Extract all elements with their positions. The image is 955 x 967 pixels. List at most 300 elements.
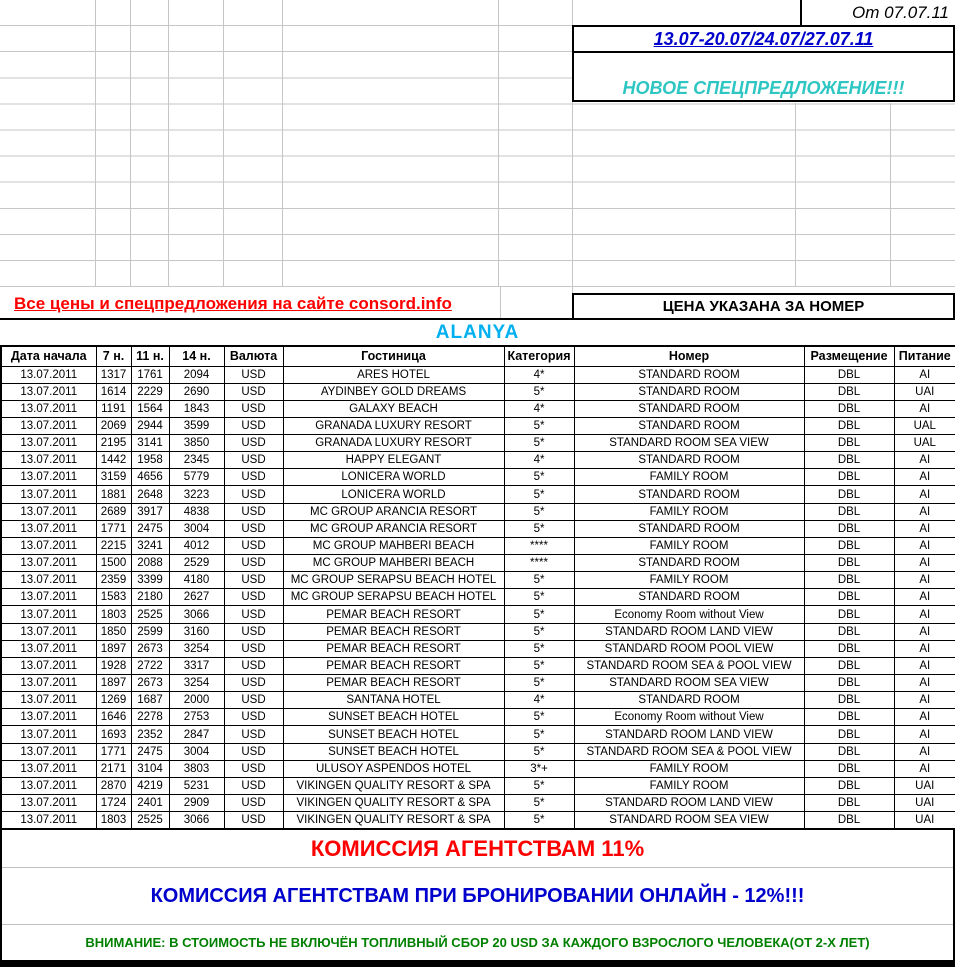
- column-header: 11 н.: [131, 346, 169, 366]
- table-cell: 4*: [504, 366, 574, 383]
- table-cell: 4*: [504, 692, 574, 709]
- table-cell: 5*: [504, 589, 574, 606]
- table-cell: USD: [224, 400, 283, 417]
- table-cell: 13.07.2011: [1, 572, 96, 589]
- table-row: [1, 743, 955, 760]
- table-cell: GALAXY BEACH: [283, 400, 504, 417]
- table-cell: 5*: [504, 606, 574, 623]
- table-cell: 13.07.2011: [1, 555, 96, 572]
- table-cell: DBL: [804, 452, 894, 469]
- table-cell: 5*: [504, 777, 574, 794]
- table-row: [1, 760, 955, 777]
- table-cell: AI: [894, 709, 955, 726]
- table-cell: 4838: [169, 503, 224, 520]
- table-cell: 5*: [504, 795, 574, 812]
- table-cell: 3399: [131, 572, 169, 589]
- table-cell: AYDINBEY GOLD DREAMS: [283, 383, 504, 400]
- table-cell: 2525: [131, 606, 169, 623]
- table-cell: 3159: [96, 469, 131, 486]
- table-cell: STANDARD ROOM LAND VIEW: [574, 726, 804, 743]
- table-cell: 2525: [131, 812, 169, 829]
- table-cell: STANDARD ROOM SEA VIEW: [574, 435, 804, 452]
- table-cell: USD: [224, 452, 283, 469]
- table-cell: 13.07.2011: [1, 812, 96, 829]
- table-cell: 3104: [131, 760, 169, 777]
- table-cell: 13.07.2011: [1, 760, 96, 777]
- price-note-box: [572, 293, 955, 320]
- table-cell: 2753: [169, 709, 224, 726]
- table-cell: USD: [224, 743, 283, 760]
- table-cell: MC GROUP ARANCIA RESORT: [283, 520, 504, 537]
- table-cell: USD: [224, 537, 283, 554]
- table-row: [1, 486, 955, 503]
- table-cell: 2215: [96, 537, 131, 554]
- table-cell: 3241: [131, 537, 169, 554]
- table-cell: AI: [894, 555, 955, 572]
- footer-section: [0, 830, 955, 967]
- table-cell: STANDARD ROOM: [574, 452, 804, 469]
- table-row: [1, 795, 955, 812]
- table-cell: AI: [894, 520, 955, 537]
- table-cell: 1317: [96, 366, 131, 383]
- table-cell: 2195: [96, 435, 131, 452]
- table-cell: 2722: [131, 657, 169, 674]
- table-cell: STANDARD ROOM LAND VIEW: [574, 623, 804, 640]
- table-cell: AI: [894, 743, 955, 760]
- table-cell: FAMILY ROOM: [574, 469, 804, 486]
- table-cell: USD: [224, 692, 283, 709]
- table-cell: FAMILY ROOM: [574, 760, 804, 777]
- table-cell: DBL: [804, 366, 894, 383]
- fuel-surcharge-warning: [2, 925, 953, 960]
- table-cell: USD: [224, 675, 283, 692]
- table-row: [1, 623, 955, 640]
- table-cell: STANDARD ROOM SEA & POOL VIEW: [574, 743, 804, 760]
- table-cell: PEMAR BEACH RESORT: [283, 623, 504, 640]
- table-cell: DBL: [804, 606, 894, 623]
- table-cell: 1191: [96, 400, 131, 417]
- table-cell: UAI: [894, 812, 955, 829]
- tour-dates-banner: [572, 25, 955, 53]
- table-row: [1, 435, 955, 452]
- table-cell: 13.07.2011: [1, 366, 96, 383]
- table-cell: USD: [224, 520, 283, 537]
- table-cell: 2475: [131, 743, 169, 760]
- table-cell: ARES HOTEL: [283, 366, 504, 383]
- table-cell: 2180: [131, 589, 169, 606]
- table-cell: 3599: [169, 417, 224, 434]
- table-head: [1, 346, 955, 366]
- table-cell: VIKINGEN QUALITY RESORT & SPA: [283, 777, 504, 794]
- table-cell: 1803: [96, 606, 131, 623]
- table-cell: 13.07.2011: [1, 777, 96, 794]
- table-row: [1, 537, 955, 554]
- table-cell: 5*: [504, 675, 574, 692]
- table-cell: FAMILY ROOM: [574, 503, 804, 520]
- table-cell: 2171: [96, 760, 131, 777]
- table-cell: STANDARD ROOM LAND VIEW: [574, 795, 804, 812]
- table-cell: 2345: [169, 452, 224, 469]
- column-header: Питание: [894, 346, 955, 366]
- table-cell: GRANADA LUXURY RESORT: [283, 417, 504, 434]
- table-cell: AI: [894, 452, 955, 469]
- table-cell: 5*: [504, 520, 574, 537]
- table-cell: 3317: [169, 657, 224, 674]
- table-cell: DBL: [804, 555, 894, 572]
- table-cell: 13.07.2011: [1, 400, 96, 417]
- table-cell: 13.07.2011: [1, 503, 96, 520]
- table-cell: USD: [224, 383, 283, 400]
- table-cell: SUNSET BEACH HOTEL: [283, 726, 504, 743]
- table-cell: MC GROUP MAHBERI BEACH: [283, 555, 504, 572]
- table-cell: 3254: [169, 675, 224, 692]
- table-cell: PEMAR BEACH RESORT: [283, 657, 504, 674]
- table-cell: 3066: [169, 606, 224, 623]
- table-cell: UAI: [894, 383, 955, 400]
- table-cell: AI: [894, 572, 955, 589]
- table-cell: DBL: [804, 640, 894, 657]
- table-cell: MC GROUP ARANCIA RESORT: [283, 503, 504, 520]
- gridline: [498, 0, 499, 287]
- table-cell: DBL: [804, 400, 894, 417]
- table-row: [1, 383, 955, 400]
- gridline: [500, 287, 501, 320]
- table-cell: 5*: [504, 469, 574, 486]
- table-cell: 2847: [169, 726, 224, 743]
- table-row: [1, 812, 955, 829]
- table-cell: USD: [224, 589, 283, 606]
- table-row: [1, 709, 955, 726]
- table-cell: 1614: [96, 383, 131, 400]
- table-cell: AI: [894, 400, 955, 417]
- table-cell: 2229: [131, 383, 169, 400]
- table-cell: DBL: [804, 692, 894, 709]
- issue-date-cell: [800, 0, 955, 27]
- table-cell: 1500: [96, 555, 131, 572]
- table-cell: 13.07.2011: [1, 606, 96, 623]
- table-cell: STANDARD ROOM: [574, 589, 804, 606]
- table-cell: 3*+: [504, 760, 574, 777]
- table-cell: 13.07.2011: [1, 435, 96, 452]
- table-cell: VIKINGEN QUALITY RESORT & SPA: [283, 795, 504, 812]
- table-row: [1, 366, 955, 383]
- table-cell: 13.07.2011: [1, 486, 96, 503]
- table-cell: 1761: [131, 366, 169, 383]
- table-cell: AI: [894, 760, 955, 777]
- table-cell: DBL: [804, 486, 894, 503]
- issue-date-text: От 07.07.11: [851, 2, 949, 22]
- table-cell: USD: [224, 366, 283, 383]
- column-header: 14 н.: [169, 346, 224, 366]
- table-row: [1, 640, 955, 657]
- region-title: [0, 318, 955, 345]
- table-cell: LONICERA WORLD: [283, 469, 504, 486]
- table-cell: USD: [224, 795, 283, 812]
- table-cell: USD: [224, 726, 283, 743]
- table-cell: 2475: [131, 520, 169, 537]
- gridline: [130, 0, 131, 287]
- table-cell: MC GROUP SERAPSU BEACH HOTEL: [283, 589, 504, 606]
- column-header: Дата начала: [1, 346, 96, 366]
- table-cell: FAMILY ROOM: [574, 537, 804, 554]
- promo-text: НОВОЕ СПЕЦПРЕДЛОЖЕНИЕ!!!: [622, 78, 905, 98]
- table-cell: 2870: [96, 777, 131, 794]
- site-link[interactable]: Все цены и спецпредложения на сайте consord.info: [14, 293, 452, 313]
- table-cell: 2088: [131, 555, 169, 572]
- table-cell: 1693: [96, 726, 131, 743]
- table-cell: 3004: [169, 520, 224, 537]
- table-cell: DBL: [804, 812, 894, 829]
- column-header: Размещение: [804, 346, 894, 366]
- table-cell: 4012: [169, 537, 224, 554]
- table-cell: Economy Room without View: [574, 606, 804, 623]
- table-cell: MC GROUP SERAPSU BEACH HOTEL: [283, 572, 504, 589]
- table-cell: DBL: [804, 623, 894, 640]
- commission-note-text: КОМИССИЯ АГЕНТСТВАМ 11%: [310, 835, 645, 861]
- table-cell: 13.07.2011: [1, 709, 96, 726]
- table-cell: PEMAR BEACH RESORT: [283, 606, 504, 623]
- table-cell: 2000: [169, 692, 224, 709]
- table-cell: 13.07.2011: [1, 692, 96, 709]
- table-cell: 2944: [131, 417, 169, 434]
- table-cell: 13.07.2011: [1, 452, 96, 469]
- table-cell: STANDARD ROOM SEA & POOL VIEW: [574, 657, 804, 674]
- table-cell: 2648: [131, 486, 169, 503]
- table-cell: 3223: [169, 486, 224, 503]
- table-cell: STANDARD ROOM: [574, 400, 804, 417]
- table-cell: 13.07.2011: [1, 589, 96, 606]
- table-cell: 13.07.2011: [1, 417, 96, 434]
- table-cell: USD: [224, 640, 283, 657]
- table-cell: AI: [894, 486, 955, 503]
- table-cell: AI: [894, 726, 955, 743]
- table-cell: 3004: [169, 743, 224, 760]
- table-cell: 1928: [96, 657, 131, 674]
- table-cell: DBL: [804, 520, 894, 537]
- table-cell: AI: [894, 675, 955, 692]
- price-note-text: ЦЕНА УКАЗАНА ЗА НОМЕР: [662, 298, 865, 315]
- table-cell: 4656: [131, 469, 169, 486]
- table-cell: USD: [224, 469, 283, 486]
- table-cell: 2599: [131, 623, 169, 640]
- table-cell: 2359: [96, 572, 131, 589]
- table-cell: 5*: [504, 623, 574, 640]
- table-cell: 5*: [504, 640, 574, 657]
- table-cell: DBL: [804, 726, 894, 743]
- table-cell: GRANADA LUXURY RESORT: [283, 435, 504, 452]
- table-cell: 5*: [504, 709, 574, 726]
- table-row: [1, 606, 955, 623]
- table-cell: 13.07.2011: [1, 383, 96, 400]
- table-cell: 5231: [169, 777, 224, 794]
- table-cell: DBL: [804, 657, 894, 674]
- fuel-surcharge-text: ВНИМАНИЕ: В СТОИМОСТЬ НЕ ВКЛЮЧЁН ТОПЛИВНЫЙ СБОР 20 USD ЗА КАЖДОГО ВЗРОСЛОГО ЧЕЛОВЕКА(ОТ 2-Х ЛЕТ): [85, 935, 870, 950]
- table-row: [1, 469, 955, 486]
- table-cell: AI: [894, 503, 955, 520]
- table-cell: 13.07.2011: [1, 795, 96, 812]
- table-cell: 2690: [169, 383, 224, 400]
- column-header: Валюта: [224, 346, 283, 366]
- table-cell: 2069: [96, 417, 131, 434]
- table-cell: USD: [224, 812, 283, 829]
- table-cell: USD: [224, 777, 283, 794]
- table-cell: FAMILY ROOM: [574, 572, 804, 589]
- table-cell: 2627: [169, 589, 224, 606]
- table-cell: USD: [224, 709, 283, 726]
- table-cell: 3917: [131, 503, 169, 520]
- online-commission-note: [2, 867, 953, 925]
- table-cell: DBL: [804, 709, 894, 726]
- table-cell: 5*: [504, 657, 574, 674]
- table-cell: 1442: [96, 452, 131, 469]
- table-row: [1, 400, 955, 417]
- table-cell: 5*: [504, 486, 574, 503]
- table-cell: 2909: [169, 795, 224, 812]
- table-cell: ULUSOY ASPENDOS HOTEL: [283, 760, 504, 777]
- table-cell: AI: [894, 469, 955, 486]
- table-cell: 2673: [131, 640, 169, 657]
- table-cell: 2352: [131, 726, 169, 743]
- table-cell: 5*: [504, 812, 574, 829]
- table-cell: STANDARD ROOM POOL VIEW: [574, 640, 804, 657]
- table-row: [1, 589, 955, 606]
- table-cell: 13.07.2011: [1, 537, 96, 554]
- gridline: [890, 103, 891, 287]
- table-row: [1, 503, 955, 520]
- column-header: Номер: [574, 346, 804, 366]
- table-cell: 1269: [96, 692, 131, 709]
- table-cell: 4219: [131, 777, 169, 794]
- table-cell: PEMAR BEACH RESORT: [283, 675, 504, 692]
- table-cell: 13.07.2011: [1, 675, 96, 692]
- table-cell: STANDARD ROOM: [574, 520, 804, 537]
- online-commission-text: КОМИССИЯ АГЕНТСТВАМ ПРИ БРОНИРОВАНИИ ОНЛАЙН - 12%!!!: [150, 884, 805, 907]
- table-cell: Economy Room without View: [574, 709, 804, 726]
- table-row: [1, 417, 955, 434]
- table-cell: USD: [224, 572, 283, 589]
- table-cell: AI: [894, 692, 955, 709]
- table-cell: STANDARD ROOM: [574, 383, 804, 400]
- table-cell: USD: [224, 623, 283, 640]
- table-cell: DBL: [804, 435, 894, 452]
- table-cell: DBL: [804, 760, 894, 777]
- table-cell: 3850: [169, 435, 224, 452]
- table-cell: 1850: [96, 623, 131, 640]
- table-cell: UAL: [894, 417, 955, 434]
- table-cell: 4*: [504, 452, 574, 469]
- table-cell: UAI: [894, 795, 955, 812]
- gridline: [168, 0, 169, 287]
- table-cell: 2529: [169, 555, 224, 572]
- table-cell: PEMAR BEACH RESORT: [283, 640, 504, 657]
- table-cell: 5*: [504, 417, 574, 434]
- table-row: [1, 692, 955, 709]
- table-cell: VIKINGEN QUALITY RESORT & SPA: [283, 812, 504, 829]
- table-cell: 2278: [131, 709, 169, 726]
- table-cell: DBL: [804, 675, 894, 692]
- tour-dates-text: 13.07-20.07/24.07/27.07.11: [653, 28, 874, 49]
- table-cell: USD: [224, 606, 283, 623]
- table-cell: 13.07.2011: [1, 623, 96, 640]
- commission-note: [2, 830, 953, 867]
- table-cell: 5*: [504, 726, 574, 743]
- table-cell: 1958: [131, 452, 169, 469]
- table-row: [1, 555, 955, 572]
- table-cell: 1687: [131, 692, 169, 709]
- table-cell: 2401: [131, 795, 169, 812]
- table-row: [1, 675, 955, 692]
- table-cell: 5*: [504, 435, 574, 452]
- table-cell: 1897: [96, 640, 131, 657]
- table-cell: STANDARD ROOM SEA VIEW: [574, 812, 804, 829]
- table-cell: 5*: [504, 383, 574, 400]
- price-table: [0, 345, 955, 830]
- table-row: [1, 520, 955, 537]
- table-cell: 4*: [504, 400, 574, 417]
- table-cell: 2673: [131, 675, 169, 692]
- table-cell: STANDARD ROOM: [574, 366, 804, 383]
- table-row: [1, 657, 955, 674]
- table-cell: 5*: [504, 743, 574, 760]
- table-cell: AI: [894, 589, 955, 606]
- table-cell: USD: [224, 417, 283, 434]
- table-cell: SANTANA HOTEL: [283, 692, 504, 709]
- table-cell: UAI: [894, 777, 955, 794]
- table-cell: 1843: [169, 400, 224, 417]
- gridline: [95, 0, 96, 287]
- table-cell: 1881: [96, 486, 131, 503]
- table-cell: 1771: [96, 520, 131, 537]
- column-header: Гостиница: [283, 346, 504, 366]
- table-cell: DBL: [804, 589, 894, 606]
- table-cell: AI: [894, 366, 955, 383]
- table-cell: FAMILY ROOM: [574, 777, 804, 794]
- gridline: [223, 0, 224, 287]
- table-cell: 1724: [96, 795, 131, 812]
- table-cell: 3803: [169, 760, 224, 777]
- table-cell: 13.07.2011: [1, 469, 96, 486]
- header-row: [1, 346, 955, 366]
- table-cell: ****: [504, 537, 574, 554]
- table-row: [1, 452, 955, 469]
- table-cell: 5*: [504, 503, 574, 520]
- table-cell: 3141: [131, 435, 169, 452]
- table-cell: UAL: [894, 435, 955, 452]
- table-cell: SUNSET BEACH HOTEL: [283, 709, 504, 726]
- table-cell: 2094: [169, 366, 224, 383]
- table-cell: AI: [894, 640, 955, 657]
- table-cell: 1646: [96, 709, 131, 726]
- table-cell: DBL: [804, 417, 894, 434]
- table-cell: 1583: [96, 589, 131, 606]
- table-cell: 2689: [96, 503, 131, 520]
- column-header: Категория: [504, 346, 574, 366]
- table-row: [1, 572, 955, 589]
- table-cell: DBL: [804, 503, 894, 520]
- table-cell: STANDARD ROOM: [574, 692, 804, 709]
- table-cell: USD: [224, 435, 283, 452]
- table-cell: 13.07.2011: [1, 726, 96, 743]
- table-cell: DBL: [804, 469, 894, 486]
- table-cell: 13.07.2011: [1, 520, 96, 537]
- table-body: [1, 366, 955, 829]
- table-cell: 4180: [169, 572, 224, 589]
- table-cell: USD: [224, 503, 283, 520]
- table-cell: DBL: [804, 743, 894, 760]
- table-cell: 13.07.2011: [1, 657, 96, 674]
- table-cell: 3254: [169, 640, 224, 657]
- table-cell: AI: [894, 606, 955, 623]
